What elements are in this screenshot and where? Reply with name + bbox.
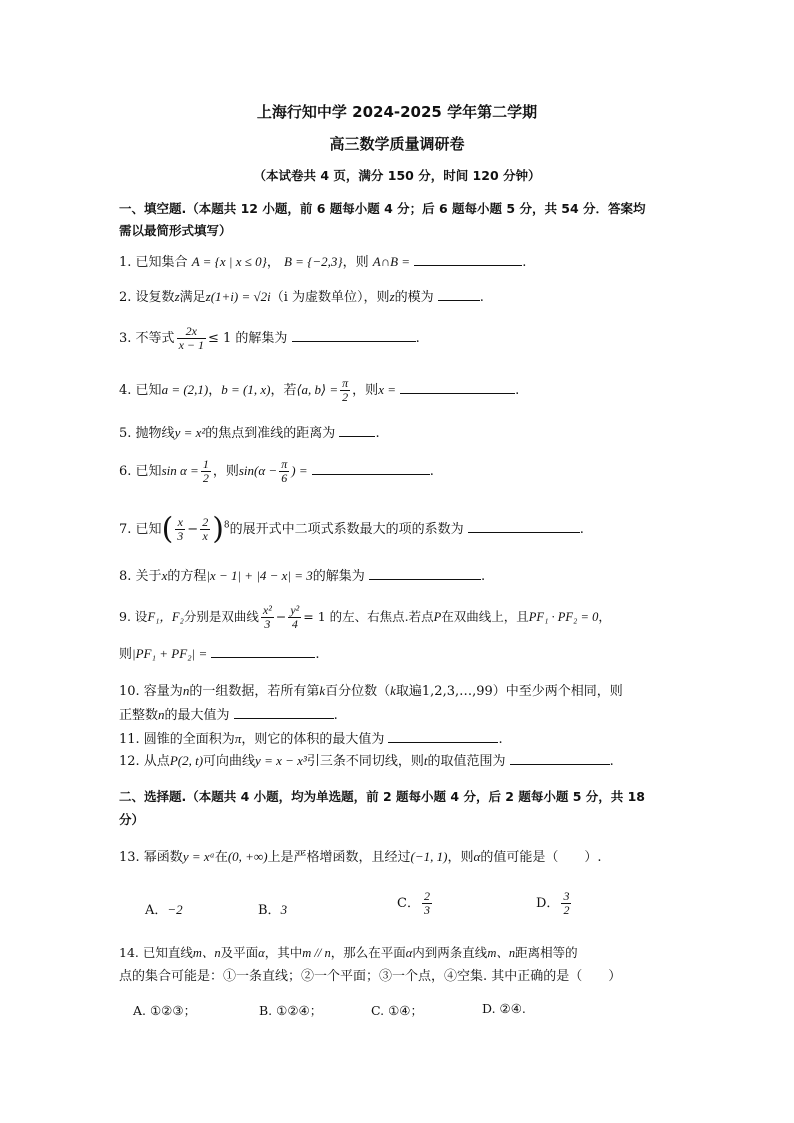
exam-subtitle: 高三数学质量调研卷 [329,135,465,153]
q11-end: . [498,732,503,747]
q13-option-b[interactable] [258,899,287,918]
q7-minus: − [187,522,199,537]
question-12 [119,752,679,771]
q10-text5: 正整数 [119,708,159,723]
q14-lines: m、n [192,946,221,960]
q13-option-a[interactable] [145,899,183,918]
q12-curve: y = x − x³ [255,753,307,768]
q9-fraction1-denominator: 3 [264,617,271,631]
q9-vector-sum: |PF₁ + PF₂| = [132,646,208,661]
q1-text2: ，则 [342,255,369,270]
q4-fraction [340,377,350,404]
q5-equation: y = x² [174,425,206,440]
q13-option-d[interactable] [536,890,573,917]
question-1 [119,253,679,272]
q4-comma: ， [208,383,222,398]
q13-text2: 在 [214,850,228,865]
q13-option-c-numerator: 2 [423,889,430,903]
q12-text4: 的取值范围为 [427,754,506,769]
question-14-line2: 点的集合可能是：①一条直线；②一个平面；③一个点，④空集. 其中正确的是（ ） [119,969,622,984]
question-13 [119,848,679,867]
q6-sin-expr: sin(α − [238,463,278,478]
q6-fraction2-numerator: π [281,457,288,471]
q14-alpha: α [258,946,265,960]
q6-end: . [429,464,434,479]
q3-number: 3. [119,331,132,346]
q12-answer-blank[interactable] [510,752,610,765]
question-3 [119,325,679,352]
section1-heading-line2: 需以最简形式填写） [119,223,232,238]
q9-dot-product: PF₁ · PF₂ = 0 [528,610,599,624]
q2-answer-blank[interactable] [438,288,480,301]
section2-heading-line2: 分） [119,812,145,827]
q13-option-d-denominator: 2 [563,903,570,917]
q13-option-c-label: C． [397,896,420,911]
q6-text2: ，则 [212,464,239,479]
q10-text1: 10. 容量为 [119,684,183,699]
q6-fraction2 [279,458,289,485]
q10-end: . [333,708,338,723]
question-10-line2 [119,706,679,725]
q14-alpha2: α [405,946,413,960]
q3-fraction-denominator: x − 1 [178,338,204,352]
q4-vector-b: b = (1, x) [221,382,271,397]
section2-heading-line1: 二、选择题.（本题共 4 小题，均为单选题，前 2 题每小题 4 分，后 2 题每小题 5 分，共 18 [119,789,646,804]
q14-text6: 距离相等的 [515,945,578,960]
q7-fraction1-denominator: 3 [177,529,184,543]
q13-option-b-label: B． [258,903,281,918]
q8-text2: 的方程 [167,569,207,584]
q14-text4: ，那么在平面 [330,945,406,960]
q13-interval: (0, +∞) [227,849,268,864]
q5-answer-blank[interactable] [339,424,375,437]
question-6 [119,458,679,485]
q6-close: ) = [291,463,308,478]
q13-option-c-fraction [422,890,432,917]
q5-text2: 的焦点到准线的距离为 [205,426,336,441]
q1-end: . [522,255,527,270]
q13-text1: 13. 幂函数 [119,850,183,865]
q11-text1: 11. 圆锥的全面积为 [119,732,235,747]
q8-text3: 的解集为 [312,569,365,584]
q1-set-b: B = {−2,3} [283,254,343,269]
q10-var-k: k [319,683,326,698]
q6-fraction2-denominator: 6 [281,471,288,485]
q7-number: 7. [119,522,132,537]
q14-option-b[interactable]: B. ①②④； [259,1003,323,1018]
q4-vector-a: a = (2,1) [161,382,209,397]
q10-answer-blank[interactable] [234,706,334,719]
q8-number: 8. [119,569,132,584]
q10-text4: 取遍1,2,3,…,99）中至少两个相同，则 [395,684,623,699]
question-10 [119,682,679,701]
q3-fraction-numerator: 2x [177,325,206,339]
q13-function: y = xᵃ [182,849,215,864]
q13-option-c-denominator: 3 [423,903,430,917]
q12-text3: 引三条不同切线，则 [306,754,424,769]
q7-answer-blank[interactable] [468,520,580,533]
q10-text6: 的最大值为 [164,708,230,723]
q14-parallel: m // n [302,946,331,960]
q4-var-x: x = [378,382,396,397]
q9-minus: − [275,609,287,624]
q14-option-a[interactable]: A. ①②③； [133,1003,197,1018]
q13-option-c[interactable] [397,890,434,917]
q7-exponent: 8 [223,520,230,531]
q9-fraction2-numerator: y² [290,603,300,617]
question-9-line2 [119,645,679,664]
q8-text1: 关于 [135,569,162,584]
q1-text: 已知集合 [135,255,188,270]
q12-var-t: t [423,753,428,768]
q13-alpha: α [473,849,481,864]
q3-answer-blank[interactable] [292,329,416,342]
q9-point-p: P [433,610,442,624]
q7-close-paren-icon: ) [212,511,224,547]
q13-point: (−1, 1) [410,849,448,864]
q14-lines2: m、n [487,946,516,960]
question-4 [119,377,679,404]
q10-var-k2: k [390,683,396,698]
q9-text1: 设 [134,609,148,624]
q1-comma: ， [266,255,280,270]
q12-text2: 可向曲线 [203,754,256,769]
q6-text1: 已知 [135,464,162,479]
q9-fraction2 [288,604,301,631]
q2-text3: （i 为虚数单位），则 [270,290,390,305]
q13-option-a-value: −2 [167,902,183,917]
q2-number: 2. [119,290,132,305]
q13-option-d-label: D． [536,896,560,911]
question-9 [119,604,679,631]
q13-text5: 的值可能是（ ）. [480,850,602,865]
q2-text4: 的模为 [394,290,434,305]
q10-text2: 的一组数据，若所有第 [189,684,320,699]
q4-fraction-denominator: 2 [342,390,349,404]
q8-answer-blank[interactable] [369,567,481,580]
question-14 [119,944,679,962]
section1-heading-line1: 一、填空题.（本题共 12 小题，前 6 题每小题 4 分；后 6 题每小题 5 分，共 54 分．答案均 [119,201,646,216]
q4-end: . [515,383,520,398]
q4-text1: 已知 [135,383,162,398]
q9-text5: 则 [119,647,133,662]
q10-text3: 百分位数（ [325,684,391,699]
q9-answer-blank[interactable] [211,645,315,658]
q9-text4: 在双曲线上，且 [441,609,529,624]
q13-text4: ，则 [447,850,474,865]
q2-equation: z(1+i) = √2i [205,289,271,304]
q7-text2: 的展开式中二项式系数最大的项的系数为 [229,522,464,537]
q10-var-n2: n [158,707,165,722]
q9-end: . [315,647,320,662]
q2-text1: 设复数 [135,290,175,305]
q14-option-c[interactable]: C. ①④； [371,1003,423,1018]
q9-text3: = 1 的左、右焦点.若点 [303,609,434,624]
q12-end: . [609,754,614,769]
q5-text1: 抛物线 [135,426,175,441]
q6-fraction1-numerator: 1 [202,457,209,471]
question-2 [119,288,679,307]
q14-text3: ，其中 [264,945,303,960]
q11-pi: π [234,731,242,746]
q14-option-d[interactable]: D. ②④. [482,1001,526,1016]
q11-text2: ，则它的体积的最大值为 [241,732,385,747]
q7-fraction1 [175,516,185,543]
q8-equation: |x − 1| + |4 − x| = 3 [206,568,313,583]
q2-var-z2: z [389,289,395,304]
q9-fraction2-denominator: 4 [291,617,298,631]
q5-end: . [375,426,380,441]
q7-end: . [579,522,584,537]
q2-text2: 满足 [179,290,206,305]
q6-fraction1 [201,458,211,485]
q1-intersection: A∩B = [372,254,411,269]
q4-text3: ，则 [352,383,379,398]
q9-comma: ， [598,609,611,624]
q9-fraction1-numerator: x² [262,603,272,617]
question-8 [119,567,679,586]
q2-end: . [479,290,484,305]
q9-text2: 分别是双曲线 [183,609,259,624]
q7-text1: 已知 [135,522,162,537]
q7-fraction1-numerator: x [175,516,185,530]
q9-fraction1 [261,604,274,631]
exam-title: 上海行知中学 2024-2025 学年第二学期 [256,103,538,121]
q12-text1: 12. 从点 [119,754,170,769]
q8-var-x: x [161,568,168,583]
q13-option-a-label: A． [145,903,168,918]
q13-option-d-numerator: 3 [563,889,570,903]
question-7 [119,511,679,547]
q12-point: P(2, t) [169,753,204,768]
q4-number: 4. [119,383,132,398]
q6-answer-blank[interactable] [312,462,430,475]
q1-answer-blank[interactable] [414,253,522,266]
q3-text2: ≤ 1 的解集为 [208,331,288,346]
q5-number: 5. [119,426,132,441]
q6-number: 6. [119,464,132,479]
q1-number: 1. [119,255,132,270]
q7-fraction2 [200,516,210,543]
q3-end: . [415,331,420,346]
q1-set-a: A = {x | x ≤ 0} [191,254,267,269]
q13-option-b-value: 3 [280,902,288,917]
q11-answer-blank[interactable] [388,730,498,743]
q7-fraction2-numerator: 2 [202,515,209,529]
q8-end: . [480,569,486,584]
question-5 [119,424,679,443]
q4-text2: ，若 [270,383,297,398]
q14-text5: 内到两条直线 [412,945,488,960]
q6-sin: sin α = [161,463,199,478]
q7-open-paren-icon: ( [161,511,174,547]
q14-text1: 14. 已知直线 [119,945,193,960]
q2-var-z: z [174,289,180,304]
q3-text1: 不等式 [135,331,175,346]
q3-fraction [177,325,206,352]
exam-info: （本试卷共 4 页，满分 150 分，时间 120 分钟） [253,168,541,183]
q9-number: 9. [119,609,131,624]
q9-foci: F₁，F₂ [147,610,184,624]
q4-angle: ⟨a, b⟩ = [296,382,339,397]
q4-answer-blank[interactable] [400,381,515,394]
q4-fraction-numerator: π [342,376,349,390]
q13-text3: 上是严格增函数，且经过 [267,850,411,865]
q13-option-d-fraction [561,890,571,917]
q6-fraction1-denominator: 2 [202,471,209,485]
q10-var-n: n [182,683,190,698]
q14-text2: 及平面 [220,945,259,960]
question-11 [119,730,679,749]
q7-fraction2-denominator: x [202,529,208,543]
